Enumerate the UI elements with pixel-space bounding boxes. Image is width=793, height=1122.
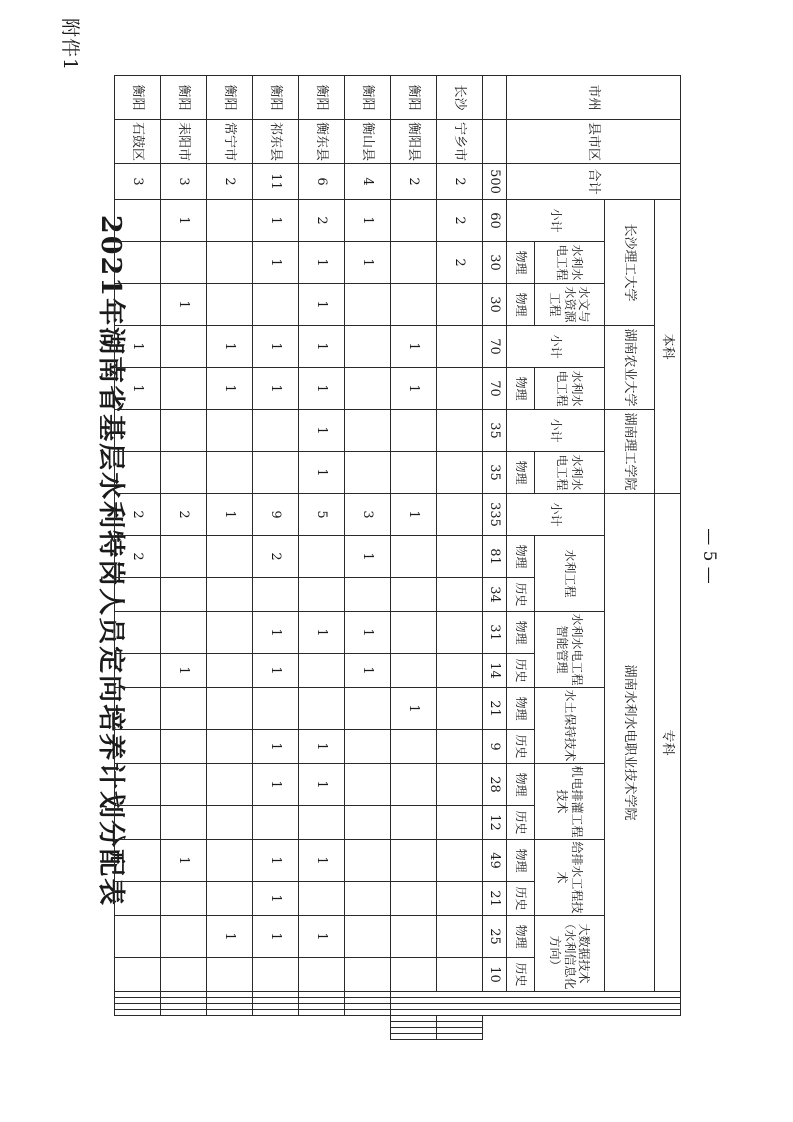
value-cell: 2 (161, 494, 207, 536)
value-cell (207, 200, 253, 242)
major-header: 水土保持技术 (535, 688, 605, 764)
history-header: 历史 (507, 958, 535, 992)
physics-header: 物理 (507, 536, 535, 578)
value-cell (437, 284, 483, 326)
value-cell (253, 688, 299, 730)
value-cell (345, 688, 391, 730)
value-cell (391, 958, 437, 992)
value-cell (207, 840, 253, 882)
county-cell: 宁乡市 (437, 120, 483, 164)
value-cell (437, 612, 483, 654)
school-hunau: 湖南农业大学 (605, 326, 655, 410)
summary-cell: 9 (483, 730, 507, 764)
value-cell (437, 806, 483, 840)
school-hnwvc: 湖南水利水电职业技术学院 (605, 494, 655, 992)
summary-cell: 21 (483, 688, 507, 730)
county-cell: 常宁市 (207, 120, 253, 164)
value-cell (115, 284, 161, 326)
value-cell: 1 (161, 840, 207, 882)
value-cell (437, 452, 483, 494)
city-cell: 衡阳 (207, 76, 253, 120)
value-cell: 1 (253, 840, 299, 882)
value-cell: 4 (345, 164, 391, 200)
table-row (161, 76, 207, 1040)
summary-cell: 35 (483, 452, 507, 494)
major-header: 水文与水资源工程 (535, 284, 605, 326)
value-cell (115, 242, 161, 284)
value-cell (115, 764, 161, 806)
value-cell: 1 (115, 326, 161, 368)
value-cell (161, 536, 207, 578)
history-header: 历史 (507, 882, 535, 916)
value-cell: 1 (115, 368, 161, 410)
summary-cell: 31 (483, 612, 507, 654)
physics-header: 物理 (507, 688, 535, 730)
summary-cell: 30 (483, 242, 507, 284)
value-cell: 3 (115, 164, 161, 200)
value-cell: 2 (437, 164, 483, 200)
summary-cell: 70 (483, 326, 507, 368)
value-cell (207, 764, 253, 806)
subtotal-header: 小计 (507, 494, 605, 536)
value-cell: 1 (299, 916, 345, 958)
value-cell: 3 (345, 494, 391, 536)
value-cell (391, 654, 437, 688)
value-cell (391, 806, 437, 840)
major-header: 给排水工程技术 (535, 840, 605, 916)
value-cell (115, 916, 161, 958)
city-cell (483, 76, 507, 120)
table-row (345, 76, 391, 1040)
history-header: 历史 (507, 806, 535, 840)
value-cell (115, 654, 161, 688)
value-cell (345, 882, 391, 916)
value-cell (345, 916, 391, 958)
value-cell (115, 452, 161, 494)
value-cell: 1 (253, 612, 299, 654)
value-cell: 2 (115, 536, 161, 578)
value-cell: 1 (253, 882, 299, 916)
undergrad-header: 本科 (655, 200, 681, 494)
physics-header: 物理 (507, 452, 535, 494)
value-cell: 1 (391, 688, 437, 730)
value-cell (161, 882, 207, 916)
physics-header: 物理 (507, 764, 535, 806)
value-cell (207, 730, 253, 764)
value-cell: 1 (253, 200, 299, 242)
value-cell: 1 (253, 730, 299, 764)
value-cell (345, 368, 391, 410)
value-cell (391, 578, 437, 612)
value-cell (115, 688, 161, 730)
history-header: 历史 (507, 654, 535, 688)
physics-header: 物理 (507, 840, 535, 882)
blank-cell (437, 1034, 483, 1040)
value-cell (207, 806, 253, 840)
value-cell: 1 (345, 654, 391, 688)
value-cell: 1 (253, 326, 299, 368)
value-cell (345, 730, 391, 764)
blank-cell (299, 1010, 345, 1016)
value-cell (437, 536, 483, 578)
school-hnist: 湖南理工学院 (605, 410, 655, 494)
subtotal-header: 小计 (507, 410, 605, 452)
major-header: 水利水电工程智能管理 (535, 612, 605, 688)
value-cell (207, 410, 253, 452)
blank-cell (345, 1010, 391, 1016)
city-cell: 衡阳 (391, 76, 437, 120)
value-cell (345, 326, 391, 368)
value-cell (161, 242, 207, 284)
value-cell: 1 (391, 326, 437, 368)
value-cell: 3 (161, 164, 207, 200)
allocation-table (114, 75, 681, 1040)
value-cell (115, 578, 161, 612)
value-cell (437, 764, 483, 806)
county-cell: 衡阳县 (391, 120, 437, 164)
summary-cell: 60 (483, 200, 507, 242)
summary-row (483, 76, 507, 1040)
value-cell (299, 806, 345, 840)
value-cell: 2 (437, 242, 483, 284)
value-cell: 1 (299, 284, 345, 326)
value-cell (437, 730, 483, 764)
value-cell (299, 536, 345, 578)
value-cell (207, 578, 253, 612)
value-cell (437, 958, 483, 992)
value-cell (391, 452, 437, 494)
value-cell (345, 452, 391, 494)
summary-cell: 335 (483, 494, 507, 536)
value-cell: 2 (299, 200, 345, 242)
physics-header: 物理 (507, 242, 535, 284)
value-cell (391, 284, 437, 326)
value-cell (253, 410, 299, 452)
city-header: 市州 (507, 76, 681, 120)
major-header: 水利水电工程 (535, 452, 605, 494)
blank-cell (207, 1010, 253, 1016)
value-cell: 6 (299, 164, 345, 200)
summary-cell: 49 (483, 840, 507, 882)
value-cell (207, 536, 253, 578)
value-cell (161, 578, 207, 612)
table-row (207, 76, 253, 1040)
value-cell (253, 578, 299, 612)
physics-header: 物理 (507, 916, 535, 958)
value-cell (207, 688, 253, 730)
summary-cell: 30 (483, 284, 507, 326)
value-cell: 1 (299, 410, 345, 452)
major-header: 大数据技术（水利信息化方向） (535, 916, 605, 992)
value-cell (115, 806, 161, 840)
value-cell (437, 654, 483, 688)
value-cell (161, 612, 207, 654)
value-cell (115, 730, 161, 764)
value-cell (391, 200, 437, 242)
value-cell (161, 326, 207, 368)
county-cell: 衡山县 (345, 120, 391, 164)
subtotal-header: 小计 (507, 326, 605, 368)
summary-cell: 21 (483, 882, 507, 916)
city-cell: 长沙 (437, 76, 483, 120)
summary-cell: 35 (483, 410, 507, 452)
value-cell: 1 (207, 368, 253, 410)
value-cell (207, 654, 253, 688)
value-cell: 5 (299, 494, 345, 536)
value-cell (253, 958, 299, 992)
value-cell: 1 (161, 200, 207, 242)
subtotal-header: 小计 (507, 200, 605, 242)
value-cell (437, 916, 483, 958)
value-cell (299, 578, 345, 612)
summary-cell: 12 (483, 806, 507, 840)
value-cell (437, 368, 483, 410)
value-cell (207, 882, 253, 916)
value-cell (161, 688, 207, 730)
county-cell: 祁东县 (253, 120, 299, 164)
summary-cell: 25 (483, 916, 507, 958)
blank-cell (115, 1010, 161, 1016)
value-cell (437, 840, 483, 882)
value-cell (345, 958, 391, 992)
summary-cell: 10 (483, 958, 507, 992)
value-cell (299, 882, 345, 916)
value-cell (207, 242, 253, 284)
value-cell (115, 882, 161, 916)
value-cell (115, 200, 161, 242)
major-header: 水利水电工程 (535, 242, 605, 284)
value-cell (253, 452, 299, 494)
value-cell: 2 (437, 200, 483, 242)
value-cell: 2 (207, 164, 253, 200)
value-cell: 1 (207, 326, 253, 368)
value-cell: 1 (299, 242, 345, 284)
value-cell (345, 840, 391, 882)
value-cell: 2 (391, 164, 437, 200)
major-header: 水利水电工程 (535, 368, 605, 410)
value-cell: 1 (253, 764, 299, 806)
value-cell (161, 410, 207, 452)
value-cell: 1 (299, 730, 345, 764)
value-cell: 1 (299, 612, 345, 654)
value-cell (391, 882, 437, 916)
county-cell: 石鼓区 (115, 120, 161, 164)
summary-cell: 28 (483, 764, 507, 806)
value-cell (115, 410, 161, 452)
value-cell: 1 (391, 368, 437, 410)
value-cell (161, 958, 207, 992)
value-cell (437, 688, 483, 730)
physics-header: 物理 (507, 284, 535, 326)
table-row (391, 76, 437, 1040)
college-header: 专科 (655, 494, 681, 992)
value-cell (207, 452, 253, 494)
county-header: 县市区 (507, 120, 681, 164)
blank-cell (161, 1010, 207, 1016)
table-row (253, 76, 299, 1040)
value-cell (253, 284, 299, 326)
blank-cell (253, 1010, 299, 1016)
county-cell (483, 120, 507, 164)
page-number: — 5 — (699, 528, 719, 584)
value-cell (437, 326, 483, 368)
value-cell (437, 578, 483, 612)
value-cell: 1 (345, 242, 391, 284)
value-cell: 1 (161, 284, 207, 326)
value-cell: 2 (253, 536, 299, 578)
physics-header: 物理 (507, 612, 535, 654)
value-cell: 1 (299, 452, 345, 494)
value-cell (161, 368, 207, 410)
value-cell: 1 (161, 654, 207, 688)
value-cell (391, 242, 437, 284)
history-header: 历史 (507, 730, 535, 764)
summary-cell: 500 (483, 164, 507, 200)
table-row (437, 76, 483, 1040)
value-cell (161, 806, 207, 840)
city-cell: 衡阳 (115, 76, 161, 120)
value-cell (161, 916, 207, 958)
history-header: 历史 (507, 578, 535, 612)
value-cell: 11 (253, 164, 299, 200)
physics-header: 物理 (507, 368, 535, 410)
total-header: 合计 (507, 164, 681, 200)
major-header: 水利工程 (535, 536, 605, 612)
value-cell (345, 764, 391, 806)
city-cell: 衡阳 (345, 76, 391, 120)
school-csust: 长沙理工大学 (605, 200, 655, 326)
table-row (115, 76, 161, 1040)
value-cell (115, 958, 161, 992)
value-cell (253, 806, 299, 840)
value-cell (345, 578, 391, 612)
value-cell (161, 452, 207, 494)
value-cell: 1 (299, 326, 345, 368)
value-cell (161, 730, 207, 764)
value-cell: 1 (253, 368, 299, 410)
value-cell: 1 (345, 612, 391, 654)
summary-cell: 34 (483, 578, 507, 612)
value-cell (437, 410, 483, 452)
city-cell: 衡阳 (299, 76, 345, 120)
value-cell (391, 612, 437, 654)
value-cell (345, 410, 391, 452)
city-cell: 衡阳 (161, 76, 207, 120)
value-cell: 1 (207, 916, 253, 958)
value-cell: 1 (345, 536, 391, 578)
value-cell: 1 (253, 916, 299, 958)
county-cell: 衡东县 (299, 120, 345, 164)
major-header: 机电排灌工程技术 (535, 764, 605, 840)
summary-cell: 81 (483, 536, 507, 578)
value-cell: 1 (299, 368, 345, 410)
summary-cell: 70 (483, 368, 507, 410)
city-cell: 衡阳 (253, 76, 299, 120)
value-cell (391, 730, 437, 764)
value-cell: 1 (299, 764, 345, 806)
value-cell (391, 916, 437, 958)
value-cell: 1 (253, 654, 299, 688)
table-row (299, 76, 345, 1040)
value-cell (207, 958, 253, 992)
value-cell (299, 688, 345, 730)
value-cell (299, 654, 345, 688)
blank-cell (391, 1034, 437, 1040)
value-cell (391, 536, 437, 578)
value-cell (207, 612, 253, 654)
value-cell (299, 958, 345, 992)
value-cell (345, 284, 391, 326)
value-cell: 1 (299, 840, 345, 882)
value-cell: 1 (253, 242, 299, 284)
value-cell (391, 764, 437, 806)
value-cell (437, 494, 483, 536)
county-cell: 耒阳市 (161, 120, 207, 164)
value-cell (437, 882, 483, 916)
value-cell (115, 612, 161, 654)
summary-cell: 14 (483, 654, 507, 688)
value-cell (391, 410, 437, 452)
document-title: 2021年湖南省基层水利特岗人员定向培养计划分配表 (95, 214, 126, 908)
value-cell (161, 764, 207, 806)
value-cell: 9 (253, 494, 299, 536)
value-cell: 2 (115, 494, 161, 536)
value-cell: 1 (345, 200, 391, 242)
attachment-label: 附件1 (59, 18, 81, 72)
value-cell (207, 284, 253, 326)
value-cell (345, 806, 391, 840)
value-cell: 1 (391, 494, 437, 536)
value-cell (391, 840, 437, 882)
value-cell: 1 (207, 494, 253, 536)
value-cell (115, 840, 161, 882)
